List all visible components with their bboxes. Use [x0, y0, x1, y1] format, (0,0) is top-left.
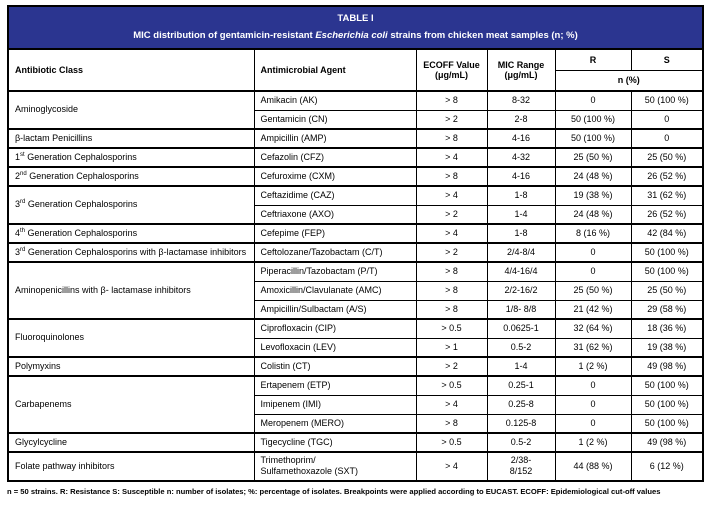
- mic-line1: 2/38-: [510, 455, 532, 465]
- mic-header-line1: MIC Range: [497, 60, 545, 70]
- class-rest: Generation Cephalosporins with β-lactamase inhibitors: [25, 246, 247, 257]
- class-ordinal: rd: [20, 199, 26, 206]
- s-cell: 42 (84 %): [631, 224, 703, 243]
- col-header-s: S: [631, 49, 703, 70]
- ecoff-cell: > 8: [416, 167, 487, 186]
- agent-cell: Imipenem (IMI): [254, 395, 416, 414]
- mic-range-cell: 0.25-1: [487, 376, 555, 395]
- s-cell: 50 (100 %): [631, 376, 703, 395]
- class-ordinal: nd: [20, 170, 27, 177]
- s-cell: 0: [631, 129, 703, 148]
- class-cell: [8, 243, 254, 262]
- s-cell: 50 (100 %): [631, 243, 703, 262]
- table-row: [8, 224, 703, 243]
- mic-range-cell: 0.25-8: [487, 395, 555, 414]
- agent-cell: Ampicillin (AMP): [254, 129, 416, 148]
- r-cell: 0: [555, 91, 631, 110]
- mic-range-cell: 2/4-8/4: [487, 243, 555, 262]
- class-text: 3: [15, 199, 21, 210]
- s-cell: 25 (50 %): [631, 148, 703, 167]
- s-cell: 49 (98 %): [631, 433, 703, 452]
- r-cell: 0: [555, 376, 631, 395]
- class-rest: Generation Cephalosporins: [25, 227, 138, 238]
- mic-range-cell: 0.5-2: [487, 433, 555, 452]
- ecoff-cell: > 1: [416, 338, 487, 357]
- s-cell: 49 (98 %): [631, 357, 703, 376]
- agent-cell: Ampicillin/Sulbactam (A/S): [254, 300, 416, 319]
- ecoff-header-unit: (μg/mL): [435, 70, 468, 80]
- col-header-antimicrobial-agent: Antimicrobial Agent: [254, 49, 416, 91]
- table-row: [8, 243, 703, 262]
- class-ordinal: th: [20, 227, 26, 234]
- class-cell: [8, 357, 254, 376]
- ecoff-cell: > 4: [416, 186, 487, 205]
- r-cell: 19 (38 %): [555, 186, 631, 205]
- agent-cell: Ciprofloxacin (CIP): [254, 319, 416, 338]
- table-row: [8, 129, 703, 148]
- class-cell: [8, 167, 254, 186]
- class-cell: [8, 224, 254, 243]
- s-cell: 31 (62 %): [631, 186, 703, 205]
- s-cell: 26 (52 %): [631, 205, 703, 224]
- agent-line2: Sulfamethoxazole (SXT): [260, 466, 359, 477]
- s-cell: 25 (50 %): [631, 281, 703, 300]
- ecoff-cell: > 4: [416, 224, 487, 243]
- ecoff-cell: > 8: [416, 91, 487, 110]
- ecoff-cell: > 4: [416, 148, 487, 167]
- mic-range-cell: 0.0625-1: [487, 319, 555, 338]
- mic-range-cell: 4/4-16/4: [487, 262, 555, 281]
- r-cell: 50 (100 %): [555, 110, 631, 129]
- table-row: [8, 357, 703, 376]
- ecoff-cell: > 2: [416, 357, 487, 376]
- agent-cell: Colistin (CT): [254, 357, 416, 376]
- r-cell: 44 (88 %): [555, 452, 631, 481]
- r-cell: 0: [555, 262, 631, 281]
- table-row: [8, 148, 703, 167]
- class-text: 3: [15, 246, 21, 257]
- mic-range-cell: 1-4: [487, 205, 555, 224]
- s-cell: 6 (12 %): [631, 452, 703, 481]
- agent-line1: Trimethoprim/: [260, 455, 316, 465]
- r-cell: 8 (16 %): [555, 224, 631, 243]
- table-row: [8, 186, 703, 205]
- s-cell: 50 (100 %): [631, 395, 703, 414]
- agent-cell: Levofloxacin (LEV): [254, 338, 416, 357]
- class-text: Carbapenems: [15, 398, 72, 409]
- mic-header-unit: (μg/mL): [504, 70, 538, 80]
- agent-cell: Amikacin (AK): [254, 91, 416, 110]
- mic-range-cell: 1-4: [487, 357, 555, 376]
- class-text: β-lactam Penicillins: [15, 132, 93, 143]
- mic-range-cell: 8-32: [487, 91, 555, 110]
- ecoff-cell: > 0.5: [416, 376, 487, 395]
- class-text: Fluoroquinolones: [15, 332, 85, 343]
- ecoff-cell: > 0.5: [416, 319, 487, 338]
- r-cell: 25 (50 %): [555, 281, 631, 300]
- table-title-bar: [8, 6, 703, 49]
- class-rest: Generation Cephalosporins: [25, 199, 138, 210]
- col-header-antibiotic-class: Antibiotic Class: [8, 49, 254, 91]
- agent-cell: Cefazolin (CFZ): [254, 148, 416, 167]
- s-cell: 19 (38 %): [631, 338, 703, 357]
- ecoff-cell: > 4: [416, 395, 487, 414]
- mic-range-cell: 0.5-2: [487, 338, 555, 357]
- r-cell: 31 (62 %): [555, 338, 631, 357]
- ecoff-cell: > 8: [416, 262, 487, 281]
- mic-range-cell: 2-8: [487, 110, 555, 129]
- agent-cell: [254, 452, 416, 481]
- r-cell: 50 (100 %): [555, 129, 631, 148]
- class-text: Aminopenicillins with β- lactamase inhibitors: [15, 284, 191, 295]
- title-row: [8, 6, 703, 49]
- ecoff-cell: > 2: [416, 243, 487, 262]
- class-text: Folate pathway inhibitors: [15, 460, 115, 471]
- class-rest: Generation Cephalosporins: [26, 170, 139, 181]
- class-text: 1: [15, 151, 21, 162]
- r-cell: 0: [555, 243, 631, 262]
- r-cell: 24 (48 %): [555, 205, 631, 224]
- s-cell: 18 (36 %): [631, 319, 703, 338]
- ecoff-cell: > 8: [416, 281, 487, 300]
- agent-cell: Ceftriaxone (AXO): [254, 205, 416, 224]
- table-row: [8, 319, 703, 338]
- class-text: Glycylcycline: [15, 436, 68, 447]
- col-header-ecoff: [416, 49, 487, 91]
- mic-range-cell: 4-16: [487, 167, 555, 186]
- r-cell: 0: [555, 395, 631, 414]
- s-cell: 0: [631, 110, 703, 129]
- ecoff-cell: > 8: [416, 129, 487, 148]
- s-cell: 50 (100 %): [631, 414, 703, 433]
- table-row: [8, 91, 703, 110]
- s-cell: 50 (100 %): [631, 91, 703, 110]
- agent-cell: Gentamicin (CN): [254, 110, 416, 129]
- table-row: [8, 376, 703, 395]
- mic-range-cell: 0.125-8: [487, 414, 555, 433]
- class-cell: [8, 91, 254, 129]
- mic-distribution-table: [7, 5, 704, 482]
- agent-cell: Piperacillin/Tazobactam (P/T): [254, 262, 416, 281]
- class-text: Aminoglycoside: [15, 104, 79, 115]
- class-ordinal: st: [20, 151, 25, 158]
- s-cell: 29 (58 %): [631, 300, 703, 319]
- mic-range-cell: 4-16: [487, 129, 555, 148]
- class-cell: [8, 376, 254, 433]
- s-cell: 50 (100 %): [631, 262, 703, 281]
- r-cell: 21 (42 %): [555, 300, 631, 319]
- r-cell: 32 (64 %): [555, 319, 631, 338]
- agent-cell: Cefepime (FEP): [254, 224, 416, 243]
- table-row: [8, 167, 703, 186]
- ecoff-cell: > 8: [416, 300, 487, 319]
- table-caption: [13, 30, 698, 41]
- class-text: 2: [15, 170, 21, 181]
- r-cell: 24 (48 %): [555, 167, 631, 186]
- class-cell: [8, 319, 254, 357]
- class-cell: [8, 262, 254, 319]
- table-row: [8, 262, 703, 281]
- agent-cell: Meropenem (MERO): [254, 414, 416, 433]
- mic-range-cell: [487, 452, 555, 481]
- ecoff-cell: > 0.5: [416, 433, 487, 452]
- ecoff-cell: > 8: [416, 414, 487, 433]
- col-header-mic-range: [487, 49, 555, 91]
- ecoff-header-line1: ECOFF Value: [423, 60, 480, 70]
- r-cell: 1 (2 %): [555, 357, 631, 376]
- mic-range-cell: 1-8: [487, 186, 555, 205]
- r-cell: 1 (2 %): [555, 433, 631, 452]
- mic-range-cell: 2/2-16/2: [487, 281, 555, 300]
- table-row: [8, 433, 703, 452]
- ecoff-cell: > 2: [416, 110, 487, 129]
- class-rest: Generation Cephalosporins: [24, 151, 137, 162]
- agent-cell: Ceftazidime (CAZ): [254, 186, 416, 205]
- class-cell: [8, 148, 254, 167]
- agent-cell: Ertapenem (ETP): [254, 376, 416, 395]
- class-text: Polymyxins: [15, 360, 61, 371]
- agent-cell: Tigecycline (TGC): [254, 433, 416, 452]
- agent-cell: Amoxicillin/Clavulanate (AMC): [254, 281, 416, 300]
- r-cell: 0: [555, 414, 631, 433]
- r-cell: 25 (50 %): [555, 148, 631, 167]
- table-footnote: n = 50 strains. R: Resistance S: Susceptible n: number of isolates; %: percentage of isolates. Breakpoints were applied according to EUCAST. ECOFF: Epidemiological cut-off values: [7, 486, 661, 496]
- caption-text-before: MIC distribution of gentamicin-resistant: [133, 30, 316, 41]
- table-label: TABLE I: [337, 13, 374, 24]
- mic-line2: 8/152: [509, 466, 533, 477]
- class-cell: [8, 433, 254, 452]
- s-cell: 26 (52 %): [631, 167, 703, 186]
- column-header-row: [8, 49, 703, 70]
- ecoff-cell: > 4: [416, 452, 487, 481]
- mic-range-cell: 1/8- 8/8: [487, 300, 555, 319]
- agent-cell: Ceftolozane/Tazobactam (C/T): [254, 243, 416, 262]
- caption-species-italic: Escherichia coli: [315, 30, 388, 41]
- caption-text-after: strains from chicken meat samples (n; %): [387, 30, 578, 41]
- table-row: [8, 452, 703, 481]
- mic-range-cell: 4-32: [487, 148, 555, 167]
- class-ordinal: rd: [20, 246, 26, 253]
- class-cell: [8, 129, 254, 148]
- col-header-n-pct: n (%): [555, 70, 703, 91]
- col-header-r: R: [555, 49, 631, 70]
- class-cell: [8, 452, 254, 481]
- ecoff-cell: > 2: [416, 205, 487, 224]
- class-text: 4: [15, 227, 21, 238]
- mic-range-cell: 1-8: [487, 224, 555, 243]
- class-cell: [8, 186, 254, 224]
- agent-cell: Cefuroxime (CXM): [254, 167, 416, 186]
